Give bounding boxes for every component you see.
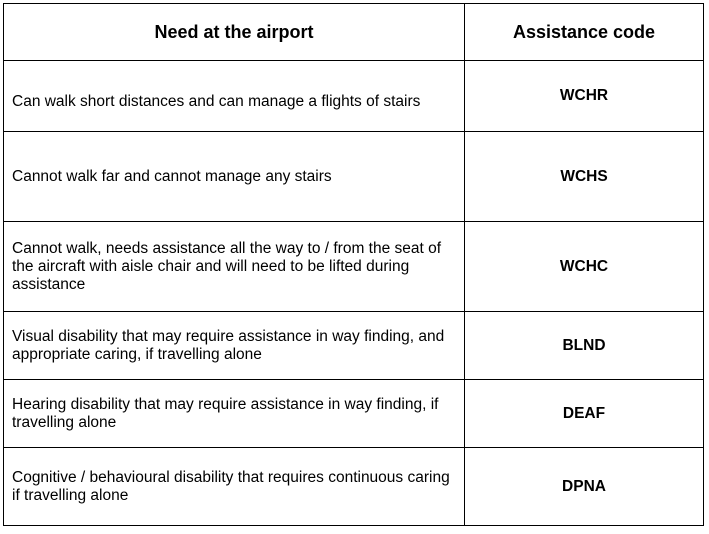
need-cell: Cannot walk far and cannot manage any stairs [4, 132, 465, 222]
need-cell: Cannot walk, needs assistance all the way to / from the seat of the aircraft with aisle chair and will need to be lifted during assistance [4, 222, 465, 312]
table-row [4, 132, 704, 222]
need-cell: Can walk short distances and can manage a flights of stairs [4, 61, 465, 132]
code-cell: WCHC [465, 222, 704, 312]
code-cell: WCHR [465, 61, 704, 132]
code-cell: BLND [465, 312, 704, 380]
code-cell: DEAF [465, 380, 704, 448]
table-row [4, 61, 704, 132]
need-cell: Cognitive / behavioural disability that requires continuous caring if travelling alone [4, 448, 465, 526]
code-cell: WCHS [465, 132, 704, 222]
need-cell: Hearing disability that may require assistance in way finding, if travelling alone [4, 380, 465, 448]
header-code: Assistance code [465, 4, 704, 61]
need-cell: Visual disability that may require assistance in way finding, and appropriate caring, if travelling alone [4, 312, 465, 380]
table-row [4, 448, 704, 526]
code-cell: DPNA [465, 448, 704, 526]
assistance-codes-table [3, 3, 704, 526]
table-row [4, 380, 704, 448]
header-need: Need at the airport [4, 4, 465, 61]
table-row [4, 222, 704, 312]
assistance-codes-table-container [3, 3, 704, 526]
table-row [4, 312, 704, 380]
table-header-row [4, 4, 704, 61]
